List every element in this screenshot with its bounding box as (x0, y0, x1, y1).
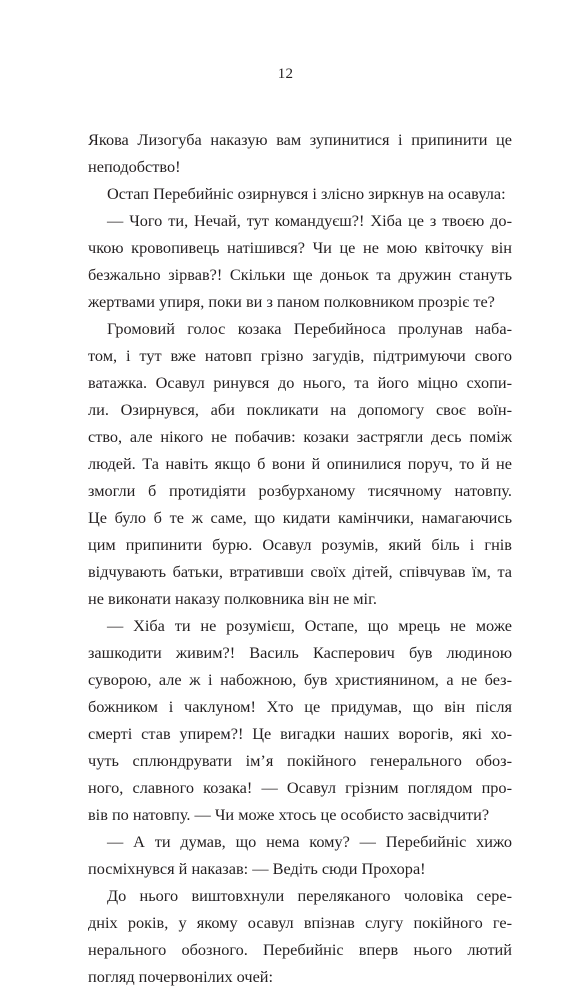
text-line: смерті став упирем?! Це вигадки наших ворогів, які хо- (88, 724, 512, 743)
text-line: — Хіба ти не розумієш, Остапе, що мрець не може (107, 616, 512, 635)
text-line: — А ти думав, що нема кому? — Перебийніс хижо (107, 832, 512, 851)
text-line: том, і тут вже натовп грізно загудів, підтримуючи свого (88, 346, 512, 365)
text-line: погляд почервонілих очей: (88, 967, 274, 986)
text-line: Остап Перебийніс озирнувся і злісно зиркнув на осавула: (107, 184, 506, 203)
text-line: ватажка. Осавул ринувся до нього, та його міцно схопи- (88, 373, 512, 392)
text-line: безжально зірвав?! Скільки ще доньок та дружин стануть (88, 265, 512, 284)
page-number: 12 (277, 66, 294, 82)
text-line: Якова Лизогуба наказую вам зупинитися і припинити це (88, 130, 512, 149)
paragraph (88, 828, 512, 882)
text-line: ли. Озирнувся, аби покликати на допомогу своє воїн- (88, 400, 512, 419)
text-line: чкою кровопивець натішився? Чи це не мою квіточку він (88, 238, 512, 257)
text-line: вів по натовпу. — Чи може хтось це особисто засвідчити? (88, 805, 490, 824)
text-line: божником і чаклуном! Хто це придумав, що він після (88, 697, 512, 716)
text-line: чуть сплюндрувати ім’я покійного генерального обоз- (88, 751, 512, 770)
paragraph (88, 315, 512, 612)
paragraph (88, 126, 512, 180)
text-line: відчувають батьки, втративши своїх дітей, співчував їм, та (88, 562, 512, 581)
text-line: дніх років, у якому осавул впізнав слугу покійного ге- (88, 913, 512, 932)
body-text (88, 126, 512, 990)
text-line: людей. Та навіть якщо б вони й опинилися поруч, то й не (88, 454, 512, 473)
text-line: цим припинити бурю. Осавул розумів, який біль і гнів (88, 535, 512, 554)
text-line: До нього виштовхнули переляканого чоловіка сере- (107, 886, 512, 905)
text-line: нерального обозного. Перебийніс вперв нього лютий (88, 940, 512, 959)
text-line: — Чого ти, Нечай, тут командуєш?! Хіба це з твоєю до- (107, 211, 512, 230)
paragraph (88, 882, 512, 990)
paragraph (88, 180, 512, 207)
paragraph (88, 612, 512, 828)
text-line: ство, але нікого не побачив: козаки застрягли десь поміж (88, 427, 512, 446)
text-line: зашкодити живим?! Василь Касперович був людиною (88, 643, 512, 662)
text-line: Громовий голос козака Перебийноса пролунав наба- (107, 319, 512, 338)
text-line: змогли б протидіяти розбурханому тисячному натовпу. (88, 481, 512, 500)
text-line: Це було б те ж саме, що кидати камінчики, намагаючись (88, 508, 512, 527)
text-line: неподобство! (88, 157, 181, 176)
text-line: посміхнувся й наказав: — Ведіть сюди Прохора! (88, 859, 426, 878)
text-line: жертвами упиря, поки ви з паном полковником прозріє те? (88, 292, 495, 311)
text-line: суворою, але ж і набожною, був християнином, а не без- (88, 670, 512, 689)
text-line: ного, славного козака! — Осавул грізним поглядом про- (88, 778, 512, 797)
text-line: не виконати наказу полковника він не міг. (88, 589, 377, 608)
paragraph (88, 207, 512, 315)
